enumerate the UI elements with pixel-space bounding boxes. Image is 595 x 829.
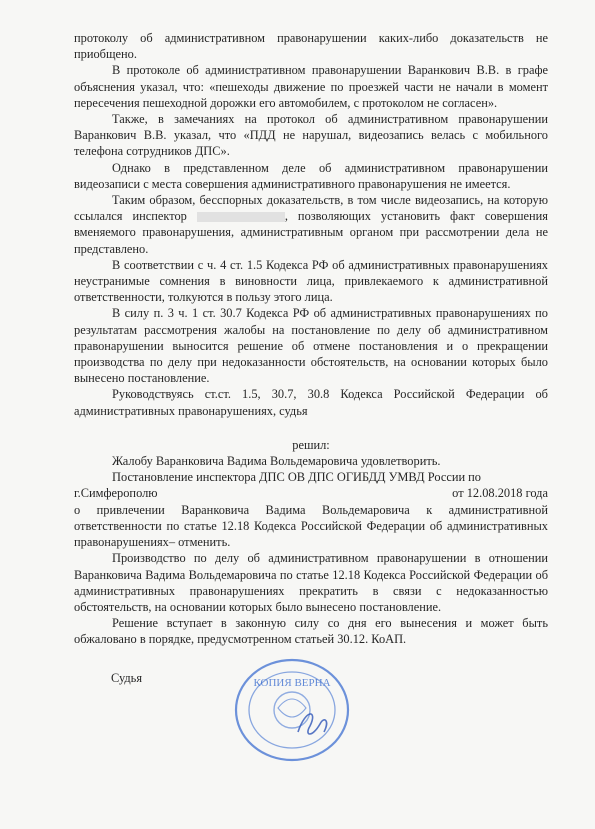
paragraph-1: протоколу об административном правонарушении каких-либо доказательств не приобщено.	[74, 31, 548, 62]
paragraph-7: В силу п. 3 ч. 1 ст. 30.7 Кодекса РФ об административных правонарушениях по результатам рассмотрения жалобы на постановление по делу об административном правонарушении выносится решение об отмене постановления и о прекращении производства по делу при недоказанности обстоятельств, на основании которых было вынесено постановление.	[74, 306, 548, 386]
decision-heading: решил:	[292, 437, 330, 452]
resolution-3: Производство по делу об административном правонарушении в отношении Варанковича Вадима Вольдемаровича по статье 12.18 Кодекса Российской Федерации об административных правонарушениях прекратить в связи с недоказанностью обстоятельств, на основании которых было вынесено постановление.	[74, 551, 548, 614]
signature-block	[74, 670, 548, 760]
document-text	[74, 30, 548, 760]
paragraph-5-end: , позволяющих установить факт совершения вменяемого правонарушения, административным органом при рассмотрении дела не представлено.	[74, 209, 548, 256]
stamp-text: КОПИЯ ВЕРНА	[253, 676, 331, 689]
resolution-1: Жалобу Варанковича Вадима Вольдемаровича удовлетворить.	[112, 454, 441, 469]
obscured-name	[197, 212, 285, 222]
paragraph-2: В протоколе об административном правонарушении Варанкович В.В. в графе объяснения указал, что: «пешеходы движение по проезжей части не начали в момент пересечения пешеходной дорожки его автомобилем, с протоколом не согласен».	[74, 63, 548, 110]
resolution-2-line2	[74, 485, 548, 501]
resolution-2-line1: Постановление инспектора ДПС ОВ ДПС ОГИБДД УМВД России по	[112, 470, 482, 485]
paragraph-8: Руководствуясь ст.ст. 1.5, 30.7, 30.8 Кодекса Российской Федерации об административных правонарушениях, судья	[74, 387, 548, 418]
court-stamp	[222, 648, 362, 766]
paragraph-5-start: Таким образом, бесспорных доказательств, в том числе видеозапись, на которую ссылался инспектор	[74, 193, 548, 224]
paragraph-4: Однако в представленном деле об административном правонарушении видеозаписи с места совершения административного правонарушения не имеется.	[74, 160, 548, 191]
paragraph-6: В соответствии с ч. 4 ст. 1.5 Кодекса РФ об административных правонарушениях неустранимые сомнения в виновности лица, привлекаемого к административной ответственности, толкуются в пользу этого лица.	[74, 257, 548, 305]
paragraph-3: Также, в замечаниях на протокол об административном правонарушении Варанкович В.В. указал, что «ПДД не нарушал, видеозапись велась с мобильного телефона сотрудников ДПС».	[74, 112, 548, 159]
resolution-2-date: от 12.08.2018 года	[452, 486, 548, 501]
paragraph-5	[74, 192, 548, 257]
resolution-2-city: г.Симферополю	[74, 486, 158, 501]
resolution-4: Решение вступает в законную силу со дня его вынесения и может быть обжаловано в порядке, предусмотренном статьей 30.12. КоАП.	[74, 616, 548, 647]
judge-label: Судья	[111, 670, 143, 685]
resolution-2-rest: о привлечении Варанковича Вадима Вольдемаровича к административной ответственности по статье 12.18 Кодекса Российской Федерации об административных правонарушениях– отменить.	[74, 502, 548, 550]
